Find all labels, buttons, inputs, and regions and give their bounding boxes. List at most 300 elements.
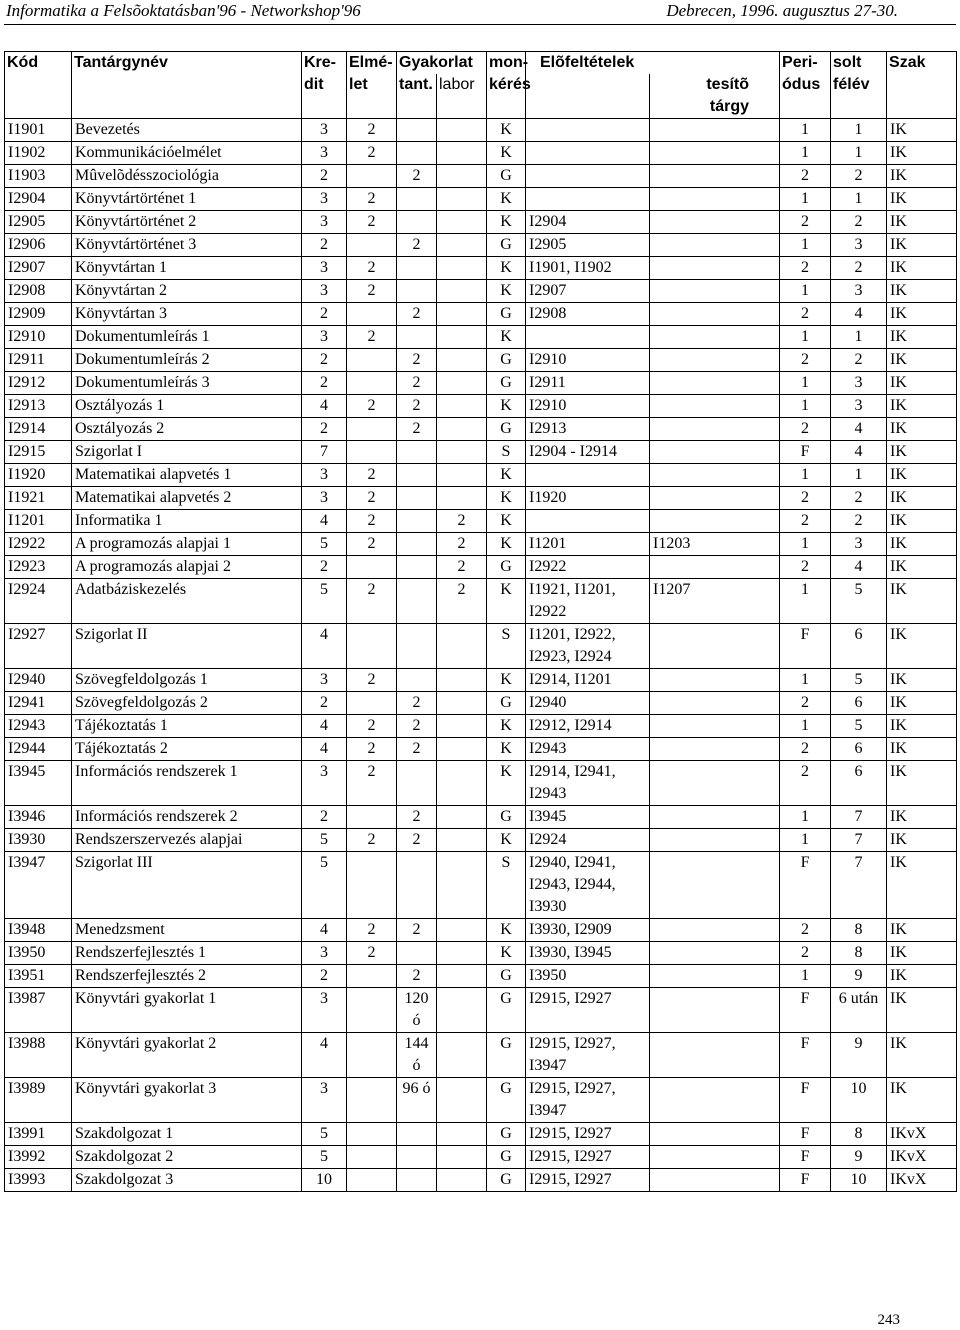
table-cell: 1 <box>780 715 831 738</box>
table-cell: G <box>487 418 526 441</box>
table-cell <box>397 257 437 280</box>
table-cell <box>347 806 397 829</box>
table-cell <box>347 441 397 464</box>
table-cell: 3 <box>302 988 347 1033</box>
table-cell: IK <box>887 234 957 257</box>
table-cell: K <box>487 188 526 211</box>
table-row <box>5 487 957 510</box>
table-cell: Mûvelõdésszociológia <box>72 165 302 188</box>
table-cell: 2 <box>397 692 437 715</box>
table-cell <box>650 942 780 965</box>
table-cell: 2 <box>397 965 437 988</box>
table-cell: F <box>780 1033 831 1078</box>
table-cell: I3993 <box>5 1169 72 1192</box>
table-cell: 1 <box>780 119 831 142</box>
table-cell: IK <box>887 441 957 464</box>
table-cell: 2 <box>347 761 397 806</box>
table-cell: F <box>780 988 831 1033</box>
table-cell <box>347 349 397 372</box>
table-cell <box>397 142 437 165</box>
table-cell: 6 <box>831 692 887 715</box>
table-cell: Osztályozás 1 <box>72 395 302 418</box>
table-cell: Könyvtártörténet 1 <box>72 188 302 211</box>
col-gyak-tant: tant. <box>397 74 437 119</box>
page-header <box>0 0 960 22</box>
table-row <box>5 669 957 692</box>
table-cell: 5 <box>831 579 887 624</box>
table-cell <box>397 761 437 806</box>
table-cell <box>347 234 397 257</box>
table-cell: 2 <box>397 418 437 441</box>
table-cell: 1 <box>780 533 831 556</box>
table-cell: 3 <box>302 669 347 692</box>
table-cell: Szigorlat I <box>72 441 302 464</box>
table-cell: 1 <box>780 669 831 692</box>
table-cell: I3930 <box>5 829 72 852</box>
table-cell: 3 <box>302 119 347 142</box>
table-cell: IK <box>887 395 957 418</box>
table-cell: 4 <box>831 441 887 464</box>
table-cell: 2 <box>397 349 437 372</box>
table-cell: IK <box>887 965 957 988</box>
table-cell: 1 <box>831 464 887 487</box>
table-cell <box>347 418 397 441</box>
table-cell <box>397 326 437 349</box>
table-cell <box>437 303 487 326</box>
table-cell: Könyvtári gyakorlat 1 <box>72 988 302 1033</box>
table-cell: IK <box>887 188 957 211</box>
table-cell: IK <box>887 487 957 510</box>
table-cell: 2 <box>437 556 487 579</box>
table-cell: Információs rendszerek 1 <box>72 761 302 806</box>
table-cell <box>526 188 650 211</box>
table-cell: K <box>487 487 526 510</box>
table-cell: K <box>487 919 526 942</box>
table-cell: K <box>487 669 526 692</box>
table-cell: Könyvtári gyakorlat 2 <box>72 1033 302 1078</box>
table-cell: 7 <box>302 441 347 464</box>
table-cell <box>650 487 780 510</box>
table-cell: Könyvtári gyakorlat 3 <box>72 1078 302 1123</box>
table-cell: I2915, I2927 <box>526 1169 650 1192</box>
table-cell <box>397 533 437 556</box>
table-cell: K <box>487 142 526 165</box>
table-cell <box>650 965 780 988</box>
table-cell: 2 <box>780 942 831 965</box>
table-cell <box>437 119 487 142</box>
table-cell: 120 ó <box>397 988 437 1033</box>
table-cell <box>650 142 780 165</box>
table-cell: I2907 <box>5 257 72 280</box>
table-cell: IKvX <box>887 1169 957 1192</box>
table-cell: 1 <box>780 806 831 829</box>
table-cell: I2911 <box>5 349 72 372</box>
table-cell: IK <box>887 579 957 624</box>
table-cell: IK <box>887 988 957 1033</box>
col-tantargynev: Tantárgynév <box>72 52 302 75</box>
table-cell: Szakdolgozat 2 <box>72 1146 302 1169</box>
table-cell <box>437 1033 487 1078</box>
table-cell: 2 <box>397 372 437 395</box>
table-cell: Informatika 1 <box>72 510 302 533</box>
table-cell: 2 <box>831 211 887 234</box>
table-cell: I1203 <box>650 533 780 556</box>
table-cell: I3945 <box>5 761 72 806</box>
table-cell: Könyvtártan 3 <box>72 303 302 326</box>
table-cell <box>650 556 780 579</box>
table-cell <box>397 119 437 142</box>
table-cell: 2 <box>302 556 347 579</box>
table-cell: I1920 <box>526 487 650 510</box>
table-cell <box>347 1169 397 1192</box>
table-cell <box>397 510 437 533</box>
table-cell: 2 <box>780 418 831 441</box>
table-cell: G <box>487 692 526 715</box>
col-felev-2: félév <box>831 74 887 119</box>
table-cell: A programozás alapjai 2 <box>72 556 302 579</box>
table-cell: 6 után <box>831 988 887 1033</box>
table-cell <box>397 669 437 692</box>
table-cell <box>650 395 780 418</box>
table-cell: I3988 <box>5 1033 72 1078</box>
table-cell <box>437 1078 487 1123</box>
table-cell <box>526 165 650 188</box>
table-cell <box>526 326 650 349</box>
table-cell <box>650 257 780 280</box>
table-cell: Bevezetés <box>72 119 302 142</box>
table-row <box>5 761 957 806</box>
table-cell: Tájékoztatás 2 <box>72 738 302 761</box>
table-cell <box>650 852 780 919</box>
table-row <box>5 372 957 395</box>
table-cell: I2923 <box>5 556 72 579</box>
table-cell: I2912 <box>5 372 72 395</box>
table-cell <box>650 988 780 1033</box>
table-cell: I1921 <box>5 487 72 510</box>
table-cell <box>526 510 650 533</box>
table-cell: Matematikai alapvetés 2 <box>72 487 302 510</box>
table-cell: 4 <box>831 556 887 579</box>
table-cell: Szakdolgozat 3 <box>72 1169 302 1192</box>
table-cell <box>437 1169 487 1192</box>
table-cell: K <box>487 942 526 965</box>
table-cell: Dokumentumleírás 1 <box>72 326 302 349</box>
table-cell: I3989 <box>5 1078 72 1123</box>
table-cell: 9 <box>831 965 887 988</box>
table-cell: 2 <box>780 919 831 942</box>
table-cell: 10 <box>831 1078 887 1123</box>
table-cell: K <box>487 257 526 280</box>
table-cell: F <box>780 852 831 919</box>
col-periodus: Peri- <box>780 52 831 75</box>
table-cell <box>650 211 780 234</box>
table-cell: 2 <box>780 510 831 533</box>
table-cell: 2 <box>397 829 437 852</box>
table-cell: K <box>487 211 526 234</box>
table-cell <box>650 1123 780 1146</box>
table-cell: 2 <box>302 965 347 988</box>
table-cell <box>437 441 487 464</box>
table-cell <box>437 257 487 280</box>
table-cell: I2908 <box>5 280 72 303</box>
table-cell: 3 <box>302 487 347 510</box>
table-cell: Könyvtártan 2 <box>72 280 302 303</box>
table-cell: I2915, I2927 <box>526 1123 650 1146</box>
table-cell: I2904 - I2914 <box>526 441 650 464</box>
table-cell: F <box>780 1146 831 1169</box>
table-cell: 1 <box>780 829 831 852</box>
table-cell: 2 <box>347 510 397 533</box>
table-row <box>5 579 957 624</box>
table-cell: I3930, I3945 <box>526 942 650 965</box>
header-row-top <box>5 52 957 75</box>
col-monkeres-2: kérés <box>487 74 526 119</box>
table-cell <box>650 441 780 464</box>
table-cell: Szövegfeldolgozás 1 <box>72 669 302 692</box>
table-cell <box>437 669 487 692</box>
table-cell: G <box>487 303 526 326</box>
table-cell: I2940, I2941, I2943, I2944, I3930 <box>526 852 650 919</box>
header-left: Informatika a Felsõoktatásban'96 - Networkshop'96 <box>6 1 361 20</box>
table-cell: 2 <box>347 738 397 761</box>
table-cell: G <box>487 806 526 829</box>
table-cell: 2 <box>347 280 397 303</box>
table-row <box>5 464 957 487</box>
table-cell: I1201 <box>526 533 650 556</box>
table-row <box>5 165 957 188</box>
table-cell <box>526 142 650 165</box>
table-cell: 3 <box>302 464 347 487</box>
table-cell <box>397 487 437 510</box>
table-cell: 2 <box>780 487 831 510</box>
table-cell: 3 <box>831 234 887 257</box>
table-cell: 144 ó <box>397 1033 437 1078</box>
table-cell <box>437 919 487 942</box>
table-cell <box>526 119 650 142</box>
col-gyak-labor: labor <box>437 74 487 119</box>
table-cell: 2 <box>437 510 487 533</box>
table-cell <box>650 919 780 942</box>
table-cell: 10 <box>302 1169 347 1192</box>
table-cell: F <box>780 1169 831 1192</box>
table-cell <box>437 418 487 441</box>
table-cell: I2940 <box>5 669 72 692</box>
table-cell <box>397 464 437 487</box>
table-cell: 2 <box>437 579 487 624</box>
table-cell <box>437 349 487 372</box>
table-cell: 3 <box>831 372 887 395</box>
table-row <box>5 1033 957 1078</box>
table-cell: 5 <box>831 669 887 692</box>
table-cell: Dokumentumleírás 2 <box>72 349 302 372</box>
table-cell: I2905 <box>5 211 72 234</box>
table-cell <box>347 624 397 669</box>
table-cell: 2 <box>831 487 887 510</box>
table-cell: Szigorlat III <box>72 852 302 919</box>
table-cell <box>347 1033 397 1078</box>
table-row <box>5 418 957 441</box>
table-cell: Adatbáziskezelés <box>72 579 302 624</box>
table-cell <box>397 211 437 234</box>
table-cell: IKvX <box>887 1123 957 1146</box>
table-row <box>5 1078 957 1123</box>
table-cell <box>650 119 780 142</box>
table-cell: 3 <box>302 942 347 965</box>
table-cell: 9 <box>831 1033 887 1078</box>
table-cell: 2 <box>780 303 831 326</box>
table-cell <box>650 715 780 738</box>
table-cell: 2 <box>302 372 347 395</box>
table-cell <box>437 715 487 738</box>
table-cell <box>650 510 780 533</box>
table-cell: G <box>487 1146 526 1169</box>
table-cell <box>437 988 487 1033</box>
table-cell <box>437 1123 487 1146</box>
table-row <box>5 715 957 738</box>
table-cell: Információs rendszerek 2 <box>72 806 302 829</box>
table-cell <box>397 280 437 303</box>
table-cell: G <box>487 234 526 257</box>
table-cell: 1 <box>780 280 831 303</box>
table-cell: 5 <box>302 1146 347 1169</box>
table-cell <box>437 142 487 165</box>
table-cell: S <box>487 441 526 464</box>
table-row <box>5 257 957 280</box>
table-cell <box>437 624 487 669</box>
table-cell: IK <box>887 829 957 852</box>
table-cell: I1920 <box>5 464 72 487</box>
table-cell <box>347 165 397 188</box>
table-cell: 2 <box>437 533 487 556</box>
table-cell: K <box>487 738 526 761</box>
table-cell: 10 <box>831 1169 887 1192</box>
table-cell: 2 <box>780 165 831 188</box>
table-cell: IK <box>887 280 957 303</box>
table-row <box>5 142 957 165</box>
table-cell: IK <box>887 257 957 280</box>
table-cell: 1 <box>831 188 887 211</box>
table-cell <box>650 1033 780 1078</box>
table-cell: 1 <box>780 372 831 395</box>
col-felev: solt <box>831 52 887 75</box>
table-cell: K <box>487 579 526 624</box>
table-cell <box>347 1123 397 1146</box>
table-cell: 6 <box>831 761 887 806</box>
table-row <box>5 119 957 142</box>
table-cell: IK <box>887 761 957 806</box>
table-cell <box>347 372 397 395</box>
table-cell: 6 <box>831 624 887 669</box>
col-elmelet-2: let <box>347 74 397 119</box>
table-cell: I2914 <box>5 418 72 441</box>
table-cell: A programozás alapjai 1 <box>72 533 302 556</box>
table-cell: 2 <box>831 165 887 188</box>
table-cell <box>437 1146 487 1169</box>
table-cell: IKvX <box>887 1146 957 1169</box>
table-cell: 6 <box>831 738 887 761</box>
table-cell <box>397 852 437 919</box>
table-cell: I2913 <box>526 418 650 441</box>
table-cell: I2910 <box>526 349 650 372</box>
table-cell: 2 <box>347 142 397 165</box>
table-cell: 1 <box>831 142 887 165</box>
table-cell: 2 <box>347 533 397 556</box>
table-row <box>5 829 957 852</box>
course-table <box>4 51 957 1192</box>
table-cell: I2904 <box>526 211 650 234</box>
table-cell: 2 <box>831 510 887 533</box>
table-cell <box>397 942 437 965</box>
table-cell: 2 <box>347 715 397 738</box>
table-cell: 1 <box>780 142 831 165</box>
table-cell: IK <box>887 119 957 142</box>
table-cell: 2 <box>780 556 831 579</box>
table-cell <box>650 624 780 669</box>
table-cell: 4 <box>302 395 347 418</box>
table-cell: 2 <box>347 257 397 280</box>
table-cell: 9 <box>831 1146 887 1169</box>
table-cell: 5 <box>302 579 347 624</box>
table-cell: 2 <box>347 579 397 624</box>
table-cell: 3 <box>831 395 887 418</box>
table-cell: Szövegfeldolgozás 2 <box>72 692 302 715</box>
table-cell: 8 <box>831 942 887 965</box>
table-cell <box>347 1078 397 1123</box>
table-cell: I3946 <box>5 806 72 829</box>
table-cell: I2941 <box>5 692 72 715</box>
table-cell: K <box>487 280 526 303</box>
table-cell: Rendszerfejlesztés 2 <box>72 965 302 988</box>
table-cell: 5 <box>831 715 887 738</box>
table-cell <box>347 303 397 326</box>
table-cell: 2 <box>397 303 437 326</box>
table-cell: Dokumentumleírás 3 <box>72 372 302 395</box>
table-cell <box>650 349 780 372</box>
table-cell: S <box>487 624 526 669</box>
table-cell: 4 <box>831 303 887 326</box>
table-cell: G <box>487 965 526 988</box>
table-cell <box>397 556 437 579</box>
col-monkeres: mon- <box>487 52 526 75</box>
table-row <box>5 806 957 829</box>
table-cell <box>650 188 780 211</box>
table-cell: 1 <box>780 965 831 988</box>
table-cell: 2 <box>347 119 397 142</box>
table-cell: K <box>487 533 526 556</box>
table-cell: I1901, I1902 <box>526 257 650 280</box>
table-cell: 1 <box>780 188 831 211</box>
table-cell: IK <box>887 165 957 188</box>
table-cell: 3 <box>302 142 347 165</box>
table-cell: 3 <box>302 761 347 806</box>
table-cell: I2922 <box>526 556 650 579</box>
table-cell: IK <box>887 142 957 165</box>
table-cell: Osztályozás 2 <box>72 418 302 441</box>
table-row <box>5 852 957 919</box>
table-cell: IK <box>887 303 957 326</box>
table-cell: I1201, I2922, I2923, I2924 <box>526 624 650 669</box>
table-row <box>5 988 957 1033</box>
table-cell: 2 <box>397 234 437 257</box>
table-cell: 5 <box>302 852 347 919</box>
table-cell: 2 <box>780 738 831 761</box>
table-cell: G <box>487 349 526 372</box>
table-row <box>5 965 957 988</box>
header-right: Debrecen, 1996. augusztus 27-30. <box>666 1 898 20</box>
table-cell: K <box>487 510 526 533</box>
table-cell: IK <box>887 464 957 487</box>
table-cell: Szakdolgozat 1 <box>72 1123 302 1146</box>
